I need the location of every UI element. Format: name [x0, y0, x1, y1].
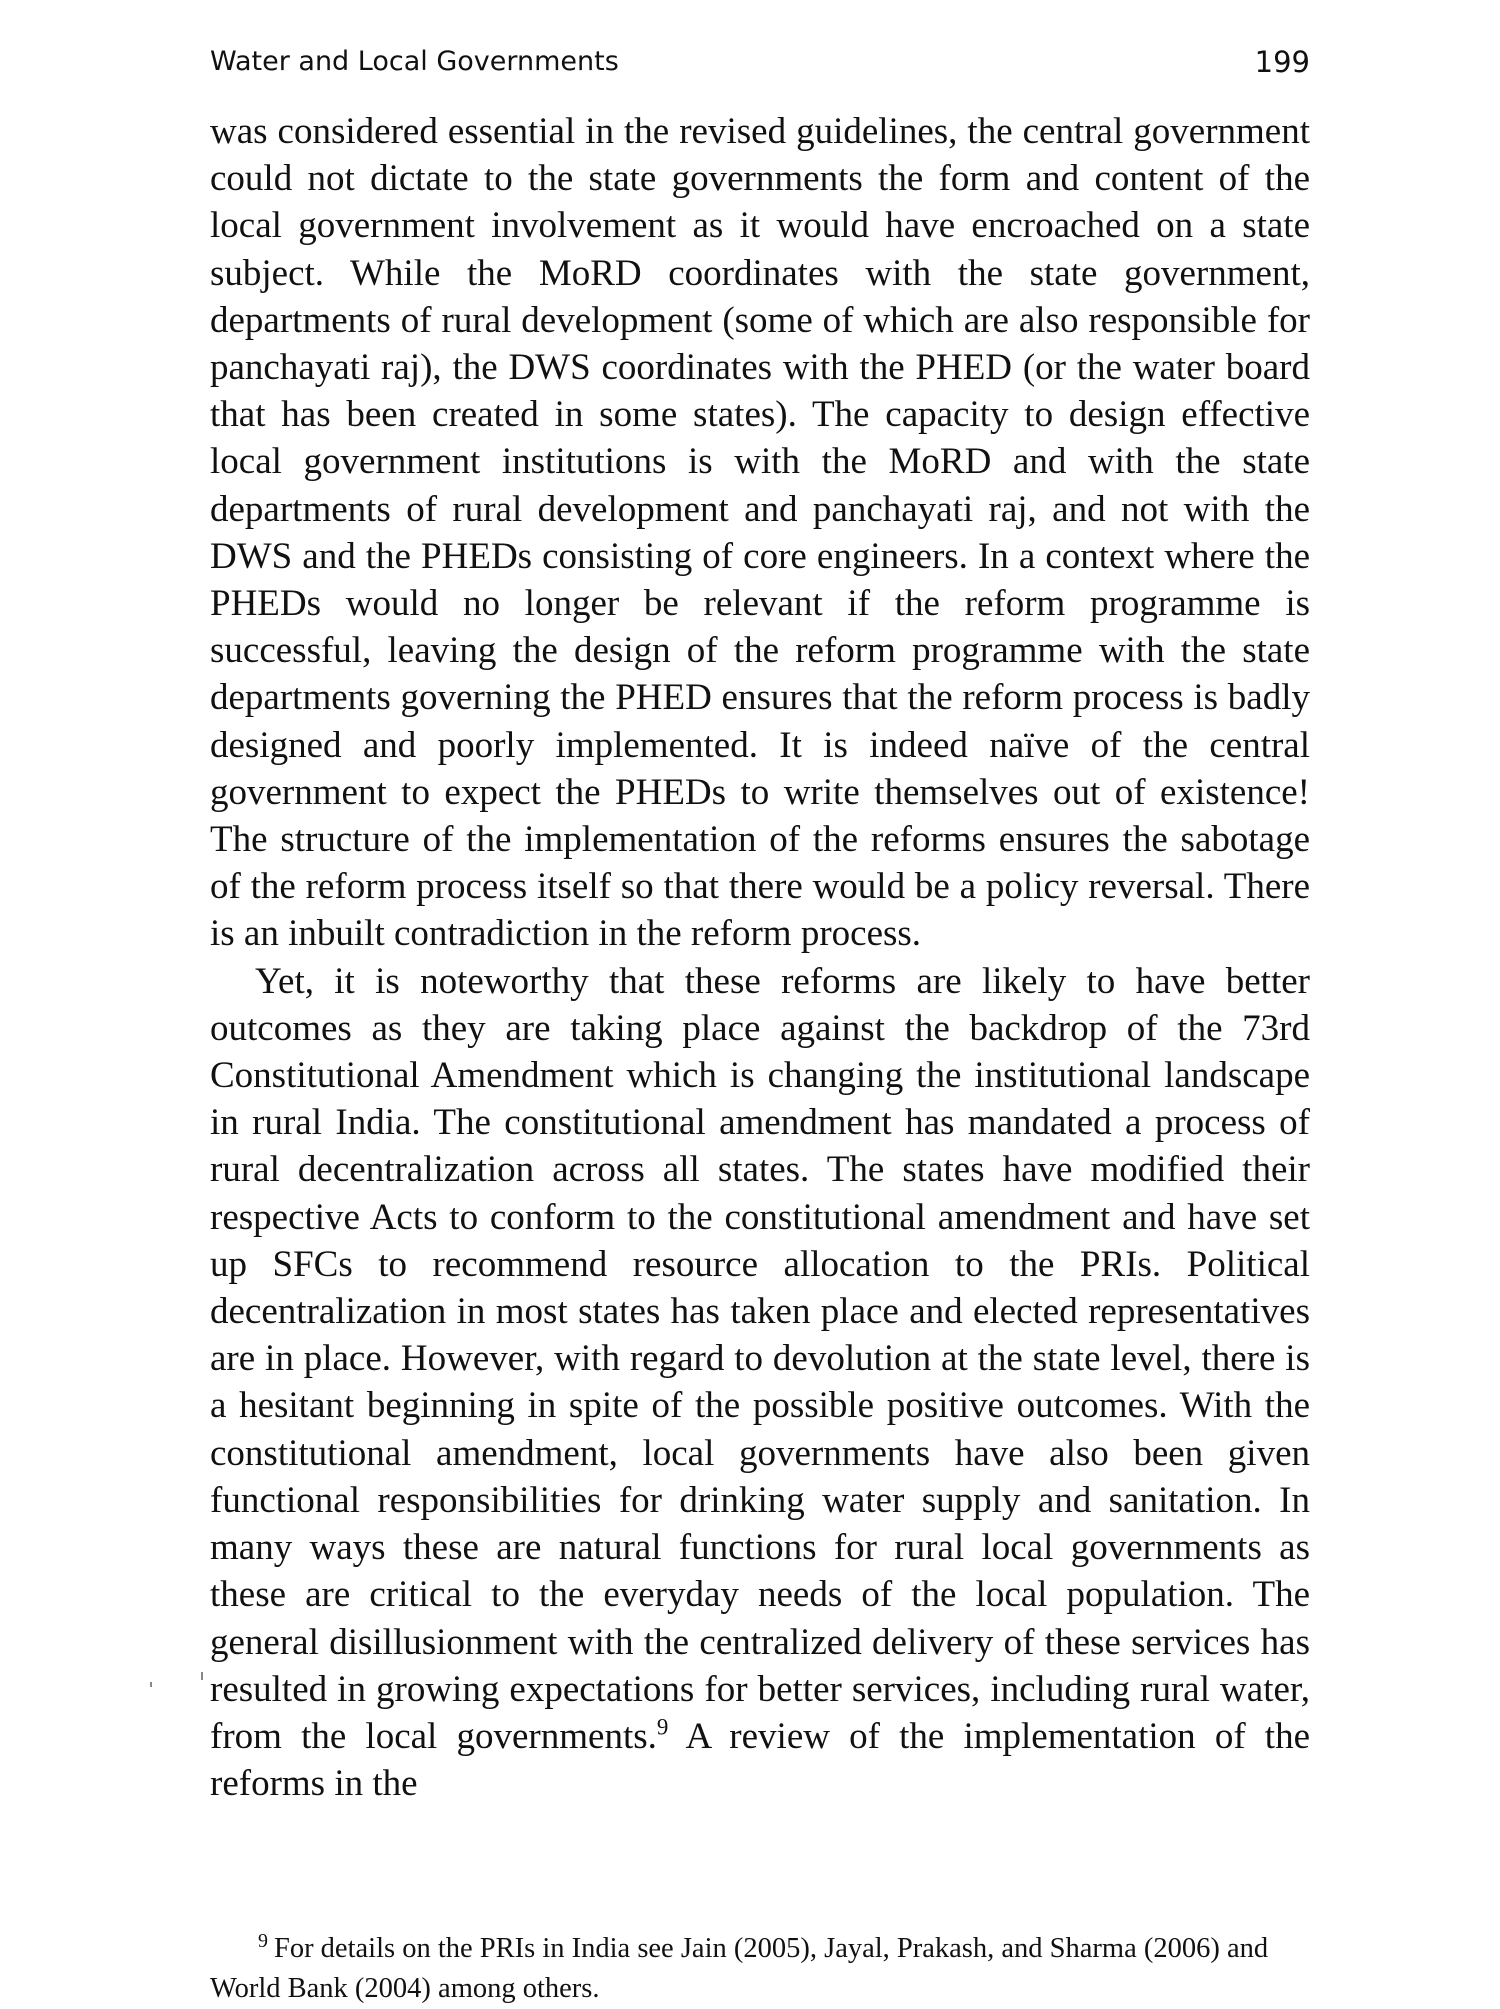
scan-speck	[150, 1682, 152, 1687]
paragraph-1: was considered essential in the revised guidelines, the central government could not dictate to the state governments the form and content of the local government involvement as it would have encroached on a state subject. While the MoRD coordinates with the state government, departments of rural development (some of which are also responsible for panchayati raj), the DWS coordinates with the PHED (or the water board that has been created in some states). The capacity to design effective local government institutions is with the MoRD and with the state departments of rural development and panchayati raj, and not with the DWS and the PHEDs consisting of core engineers. In a context where the PHEDs would no longer be relevant if the reform programme is successful, leaving the design of the reform programme with the state departments governing the PHED ensures that the reform process is badly designed and poorly implemented. It is indeed naïve of the central government to expect the PHEDs to write themselves out of existence! The structure of the implementation of the reforms ensures the sabotage of the reform process itself so that there would be a policy reversal. There is an inbuilt contradiction in the reform process.	[210, 111, 1310, 955]
paragraph-2-tail: A review of the implementation of the reforms in the	[210, 1715, 1311, 1805]
footnote-reference[interactable]: 9	[656, 1714, 669, 1740]
footnote	[210, 1929, 1310, 2009]
paragraph-2	[210, 958, 1310, 1808]
scan-speck	[201, 1672, 203, 1680]
running-head	[210, 44, 1310, 80]
footnote-marker: 9	[258, 1929, 268, 1952]
page-number: 199	[1254, 45, 1310, 79]
running-head-title: Water and Local Governments	[210, 46, 619, 77]
paragraph-2-text: Yet, it is noteworthy that these reforms are likely to have better outcomes as they are taking place against the backdrop of the 73rd Constitutional Amendment which is changing the institutional landscape in rural India. The constitutional amendment has mandated a process of rural decentralization across all states. The states have modified their respective Acts to conform to the constitutional amendment and have set up SFCs to recommend resource allocation to the PRIs. Political decentralization in most states has taken place and elected representatives are in place. However, with regard to devolution at the state level, there is a hesitant beginning in spite of the possible positive outcomes. With the constitutional amendment, local governments have also been given functional responsibilities for drinking water supply and sanitation. In many ways these are natural functions for rural local governments as these are critical to the everyday needs of the local population. The general disillusionment with the centralized delivery of these services has resulted in growing expectations for better services, including rural water, from the local governments.	[210, 960, 1310, 1757]
footnote-text: For details on the PRIs in India see Jain (2005), Jayal, Prakash, and Sharma (2006) and World Bank (2004) among others.	[210, 1933, 1269, 2004]
body-text	[210, 108, 1310, 1807]
